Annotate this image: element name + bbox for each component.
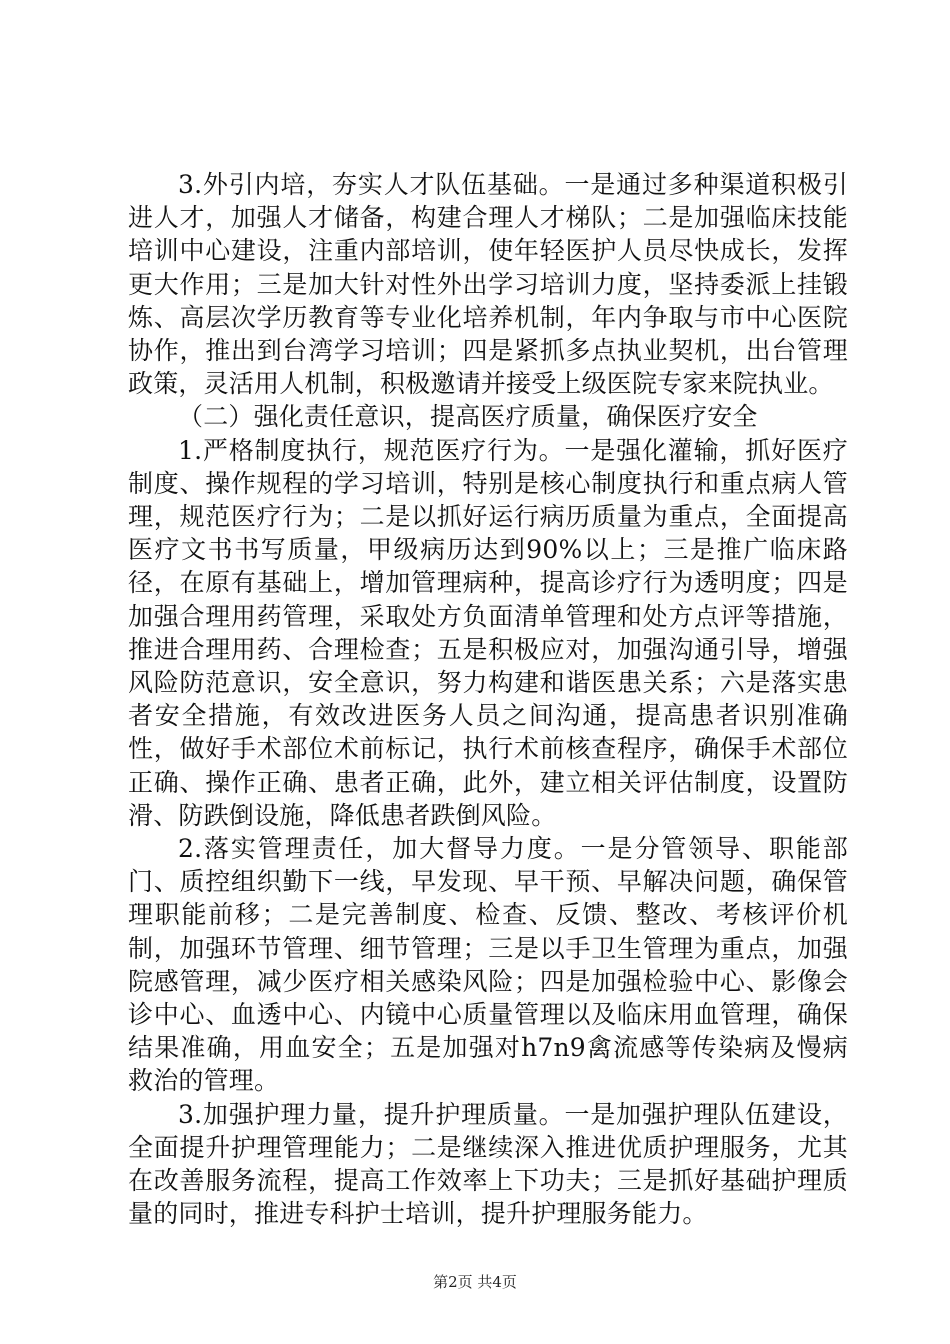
paragraph-talent-team: 3.外引内培，夯实人才队伍基础。一是通过多种渠道积极引进人才，加强人才储备，构建合理人才梯队；二是加强临床技能培训中心建设，注重内部培训，使年轻医护人员尽快成长，发挥更大作用；三是加大针对性外出学习培训力度，坚持委派上挂锻炼、高层次学历教育等专业化培养机制，年内争取与市中心医院协作，推出到台湾学习培训；四是紧抓多点执业契机，出台管理政策，灵活用人机制，积极邀请并接受上级医院专家来院执业。: [128, 170, 848, 399]
section-heading-medical-quality: （二）强化责任意识，提高医疗质量，确保医疗安全: [178, 402, 758, 432]
page-footer: 第2页 共4页: [433, 1273, 517, 1291]
document-body: [128, 168, 848, 1231]
paragraph-management-responsibility: 2.落实管理责任，加大督导力度。一是分管领导、职能部门、质控组织勤下一线，早发现、早干预、早解决问题，确保管理职能前移；二是完善制度、检查、反馈、整改、考核评价机制，加强环节管理、细节管理；三是以手卫生管理为重点，加强院感管理，减少医疗相关感染风险；四是加强检验中心、影像会诊中心、血透中心、内镜中心质量管理以及临床用血管理，确保结果准确，用血安全；五是加强对h7n9禽流感等传染病及慢病救治的管理。: [128, 834, 848, 1096]
paragraph-medical-system: 1.严格制度执行，规范医疗行为。一是强化灌输，抓好医疗制度、操作规程的学习培训，特别是核心制度执行和重点病人管理，规范医疗行为；二是以抓好运行病历质量为重点，全面提高医疗文书书写质量，甲级病历达到90%以上；三是推广临床路径，在原有基础上，增加管理病种，提高诊疗行为透明度；四是加强合理用药管理，采取处方负面清单管理和处方点评等措施，推进合理用药、合理检查；五是积极应对，加强沟通引导，增强风险防范意识，安全意识，努力构建和谐医患关系；六是落实患者安全措施，有效改进医务人员之间沟通，提高患者识别准确性，做好手术部位术前标记，执行术前核查程序，确保手术部位正确、操作正确、患者正确，此外，建立相关评估制度，设置防滑、防跌倒设施，降低患者跌倒风险。: [128, 435, 848, 830]
paragraph-nursing-quality: 3.加强护理力量，提升护理质量。一是加强护理队伍建设，全面提升护理管理能力；二是继续深入推进优质护理服务，尤其在改善服务流程，提高工作效率上下功夫；三是抓好基础护理质量的同时，推进专科护士培训，提升护理服务能力。: [128, 1099, 848, 1229]
